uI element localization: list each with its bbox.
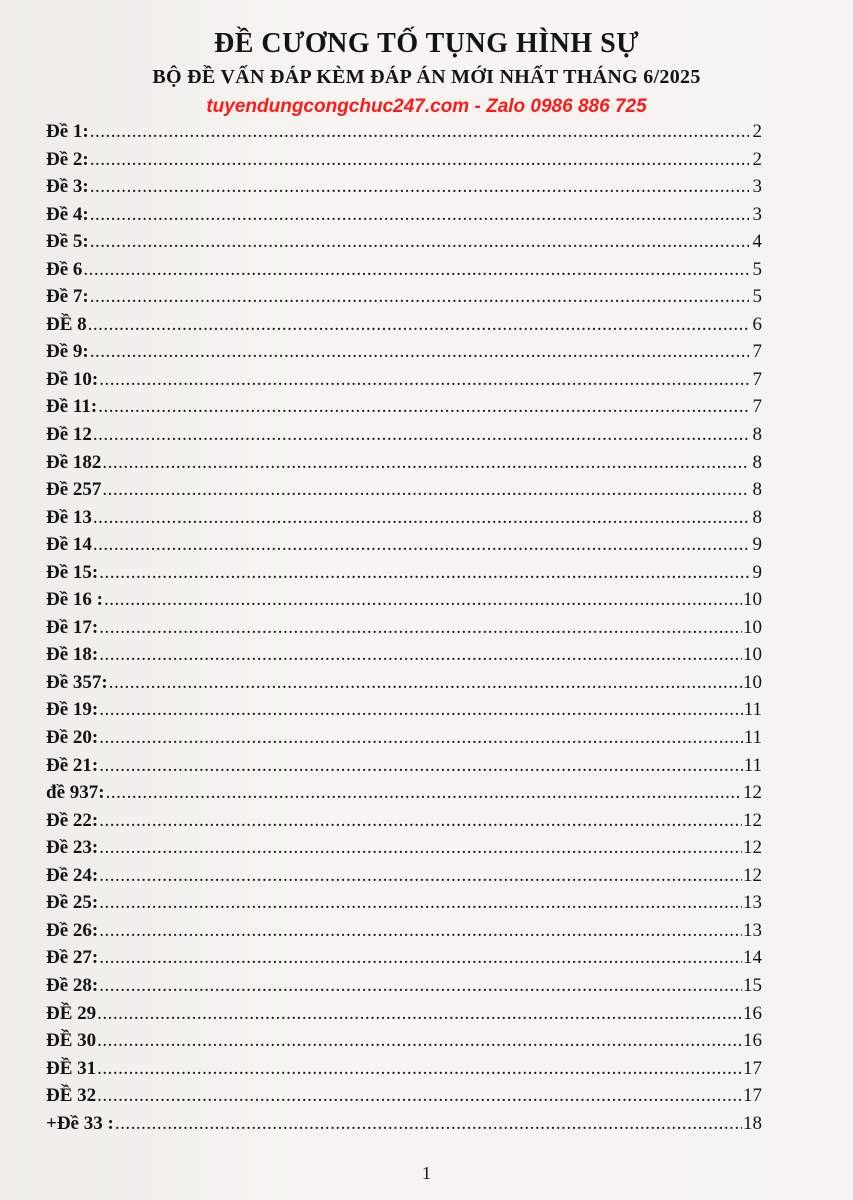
toc-entry-page: 15 [743,974,762,996]
toc-entry [46,449,762,477]
toc-dot-leader [106,779,742,807]
toc-entry-label: Đề 3: [46,176,89,198]
toc-entry-label: Đề 6 [46,258,83,280]
toc-entry-label: Đề 17: [46,616,99,638]
toc-entry-page: 16 [743,1002,762,1024]
toc-entry [46,118,762,146]
toc-dot-leader [97,1082,742,1110]
toc-entry-label: Đề 16 : [46,589,103,611]
toc-entry [46,311,762,339]
toc-entry-page: 17 [743,1085,762,1107]
toc-dot-leader [99,752,742,780]
toc-entry-label: ĐỀ 31 [46,1057,97,1079]
toc-entry [46,228,762,256]
toc-entry [46,393,762,421]
toc-entry [46,807,762,835]
toc-entry [46,283,762,311]
document-title: ĐỀ CƯƠNG TỐ TỤNG HÌNH SỰ [213,28,640,59]
toc-dot-leader [99,641,742,669]
toc-entry-label: Đề 18: [46,644,99,666]
toc-entry [46,256,762,284]
toc-entry-page: 4 [752,231,762,253]
toc-dot-leader [99,807,742,835]
toc-entry-page: 5 [752,286,762,308]
toc-dot-leader [90,146,749,174]
toc-dot-leader [99,366,749,394]
toc-dot-leader [98,393,749,421]
toc-dot-leader [93,421,749,449]
toc-entry-label: Đề 7: [46,286,89,308]
toc-entry-label: Đề 12 [46,424,92,446]
toc-entry [46,146,762,174]
toc-entry [46,559,762,587]
toc-entry [46,696,762,724]
toc-entry-label: Đề 257 [46,479,102,501]
toc-entry-label: Đề 25: [46,892,99,914]
toc-entry-label: Đề 182 [46,451,102,473]
toc-entry-label: Đề 21: [46,754,99,776]
toc-entry [46,586,762,614]
toc-entry-page: 11 [743,754,762,776]
toc-entry [46,531,762,559]
toc-dot-leader [99,696,742,724]
toc-dot-leader [102,449,749,477]
toc-entry-page: 12 [743,864,762,886]
toc-entry-label: ĐỀ 30 [46,1030,97,1052]
toc-entry-page: 18 [743,1112,762,1134]
toc-entry [46,476,762,504]
toc-entry [46,614,762,642]
toc-entry-label: Đề 24: [46,864,99,886]
toc-entry-label: Đề 26: [46,919,99,941]
toc-entry-label: Đề 20: [46,727,99,749]
toc-entry [46,173,762,201]
toc-entry-page: 7 [752,368,762,390]
website-contact-line: tuyendungcongchuc247.com - Zalo 0986 886 725 [206,96,647,117]
toc-entry-label: Đề 9: [46,341,89,363]
toc-entry-label: Đề 22: [46,809,99,831]
toc-dot-leader [109,669,742,697]
toc-entry [46,641,762,669]
toc-dot-leader [104,586,742,614]
toc-entry-page: 2 [752,121,762,142]
toc-entry-page: 13 [743,919,762,941]
toc-dot-leader [97,1000,742,1028]
toc-entry-page: 8 [752,506,762,528]
toc-entry [46,862,762,890]
toc-entry-page: 12 [743,837,762,859]
toc-entry-page: 11 [743,699,762,721]
toc-entry-page: 12 [743,782,762,804]
toc-entry [46,504,762,532]
toc-dot-leader [90,228,749,256]
toc-entry-page: 7 [752,341,762,363]
toc-entry-page: 10 [743,616,762,638]
toc-entry-label: Đề 13 [46,506,92,528]
toc-entry-label: ĐỀ 8 [46,313,87,335]
toc-entry [46,779,762,807]
toc-entry-label: đề 937: [46,782,105,804]
toc-dot-leader [115,1110,742,1138]
toc-dot-leader [102,476,749,504]
toc-entry-label: Đề 23: [46,837,99,859]
toc-entry-label: Đề 19: [46,699,99,721]
toc-dot-leader [93,531,749,559]
toc-dot-leader [99,559,749,587]
toc-dot-leader [99,972,742,1000]
toc-dot-leader [97,1055,742,1083]
toc-entry-label: Đề 10: [46,368,99,390]
toc-entry-page: 10 [743,671,762,693]
toc-entry-page: 9 [752,561,762,583]
toc-entry [46,972,762,1000]
toc-entry-page: 8 [752,451,762,473]
toc-entry [46,366,762,394]
toc-dot-leader [99,917,742,945]
toc-entry-label: Đề 14 [46,534,92,556]
toc-dot-leader [99,862,742,890]
toc-dot-leader [99,724,742,752]
toc-entry-page: 13 [743,892,762,914]
toc-dot-leader [90,283,749,311]
toc-entry-label: Đề 27: [46,947,99,969]
toc-entry-page: 6 [752,313,762,335]
toc-entry-label: Đề 28: [46,974,99,996]
toc-entry-page: 9 [752,534,762,556]
toc-entry-label: Đề 357: [46,671,108,693]
toc-entry-page: 11 [743,727,762,749]
toc-entry-page: 8 [752,479,762,501]
toc-dot-leader [90,338,749,366]
toc-entry [46,752,762,780]
toc-entry [46,917,762,945]
toc-entry-label: Đề 2: [46,148,89,170]
toc-dot-leader [88,311,749,339]
toc-entry-label: Đề 5: [46,231,89,253]
toc-entry [46,1110,762,1138]
toc-entry-label: Đề 1: [46,121,89,142]
toc-entry [46,889,762,917]
toc-dot-leader [90,118,749,146]
toc-dot-leader [99,944,742,972]
toc-entry-label: +Đề 33 : [46,1112,114,1134]
toc-entry-page: 12 [743,809,762,831]
toc-dot-leader [83,256,749,284]
toc-entry-label: ĐỀ 32 [46,1085,97,1107]
toc-entry [46,1055,762,1083]
toc-entry [46,338,762,366]
toc-entry-page: 10 [743,644,762,666]
toc-entry-page: 10 [743,589,762,611]
toc-entry [46,1000,762,1028]
toc-entry-page: 3 [752,176,762,198]
document-subtitle: BỘ ĐỀ VẤN ĐÁP KÈM ĐÁP ÁN MỚI NHẤT THÁNG 6/2025 [152,66,701,88]
toc-entry-label: ĐỀ 29 [46,1002,97,1024]
toc-entry-page: 3 [752,203,762,225]
toc-entry-label: Đề 4: [46,203,89,225]
toc-entry [46,421,762,449]
toc-entry-page: 14 [743,947,762,969]
toc-entry-label: Đề 11: [46,396,98,418]
toc-entry-page: 7 [752,396,762,418]
toc-entry [46,944,762,972]
page-number: 1 [422,1163,431,1183]
toc-entry [46,669,762,697]
toc-dot-leader [99,614,742,642]
toc-entry [46,1082,762,1110]
toc-entry [46,834,762,862]
toc-entry-page: 5 [752,258,762,280]
toc-entry [46,724,762,752]
toc-entry-page: 8 [752,424,762,446]
toc-entry-page: 2 [752,148,762,170]
toc-dot-leader [90,201,749,229]
toc-entry [46,1027,762,1055]
toc-entry-page: 16 [743,1030,762,1052]
toc-dot-leader [93,504,749,532]
toc-entry [46,201,762,229]
toc-dot-leader [90,173,749,201]
toc-dot-leader [99,834,742,862]
toc-entry-label: Đề 15: [46,561,99,583]
toc-entry-page: 17 [743,1057,762,1079]
table-of-contents [46,118,762,1137]
toc-dot-leader [99,889,742,917]
toc-dot-leader [97,1027,742,1055]
